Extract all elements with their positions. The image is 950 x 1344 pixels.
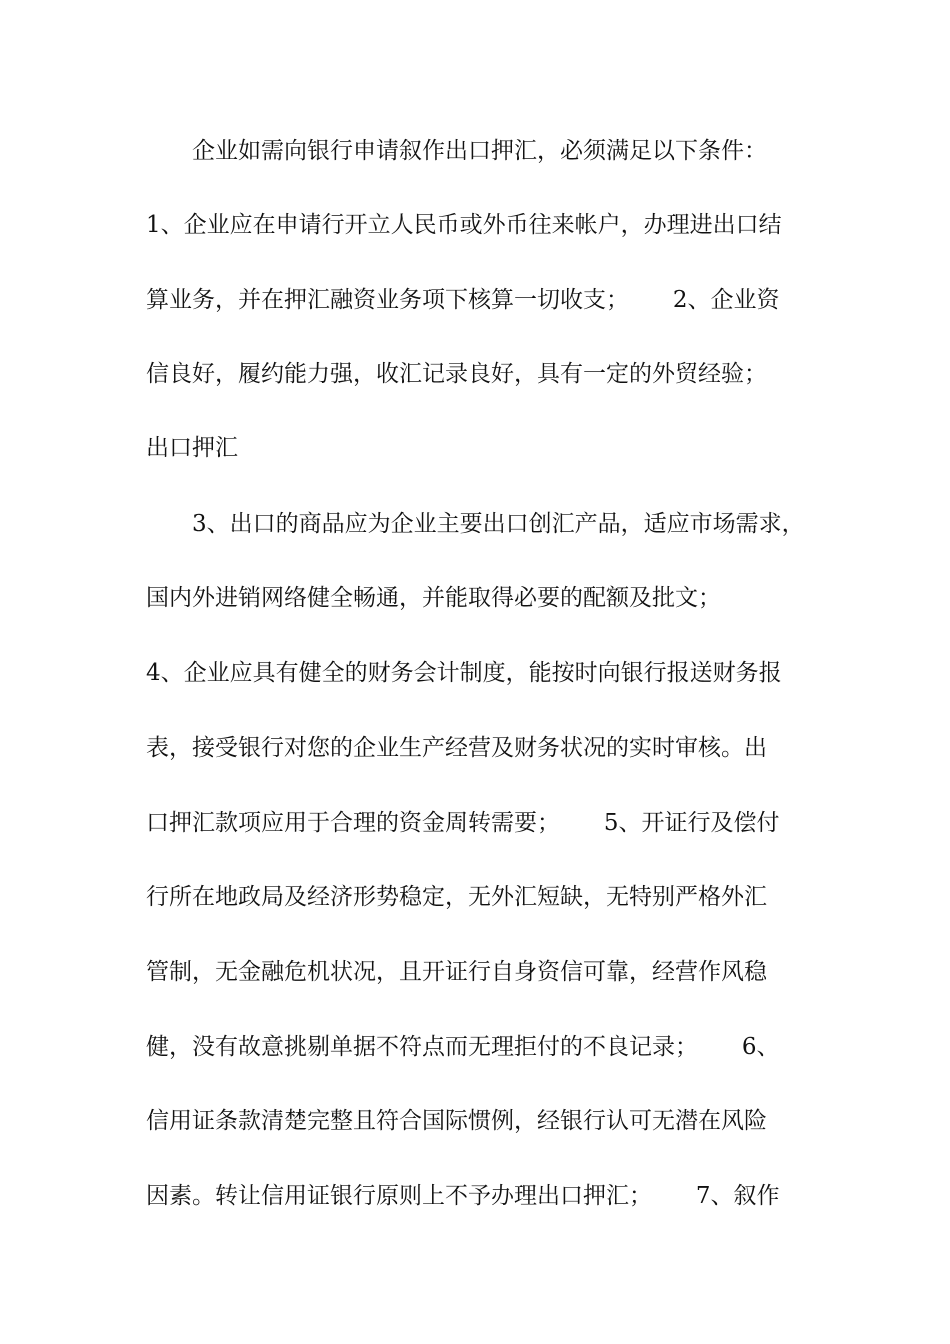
paragraph-line-2: 1、企业应在申请行开立人民币或外币往来帐户，办理进出口结 [146,212,782,238]
paragraph-line-9: 表，接受银行对您的企业生产经营及财务状况的实时审核。出 [146,735,767,761]
paragraph-line-8: 4、企业应具有健全的财务会计制度，能按时向银行报送财务报 [146,660,782,686]
paragraph-line-11: 行所在地政局及经济形势稳定，无外汇短缺，无特别严格外汇 [146,884,767,910]
paragraph-line-5: 出口押汇 [146,435,238,461]
paragraph-line-1: 企业如需向银行申请叙作出口押汇，必须满足以下条件： [192,138,767,164]
paragraph-line-6: 3、出口的商品应为企业主要出口创汇产品，适应市场需求， [192,511,805,537]
paragraph-line-7: 国内外进销网络健全畅通，并能取得必要的配额及批文； [146,585,721,611]
paragraph-line-3: 算业务，并在押汇融资业务项下核算一切收支； 2、企业资 [146,287,780,313]
paragraph-line-4: 信良好，履约能力强，收汇记录良好，具有一定的外贸经验； [146,361,767,387]
paragraph-line-10: 口押汇款项应用于合理的资金周转需要； 5、开证行及偿付 [146,810,780,836]
paragraph-line-13: 健，没有故意挑剔单据不符点而无理拒付的不良记录； 6、 [146,1034,780,1060]
paragraph-line-12: 管制，无金融危机状况，且开证行自身资信可靠，经营作风稳 [146,959,767,985]
paragraph-line-15: 因素。转让信用证银行原则上不予办理出口押汇； 7、叙作 [146,1183,780,1209]
paragraph-line-14: 信用证条款清楚完整且符合国际惯例，经银行认可无潜在风险 [146,1108,767,1134]
